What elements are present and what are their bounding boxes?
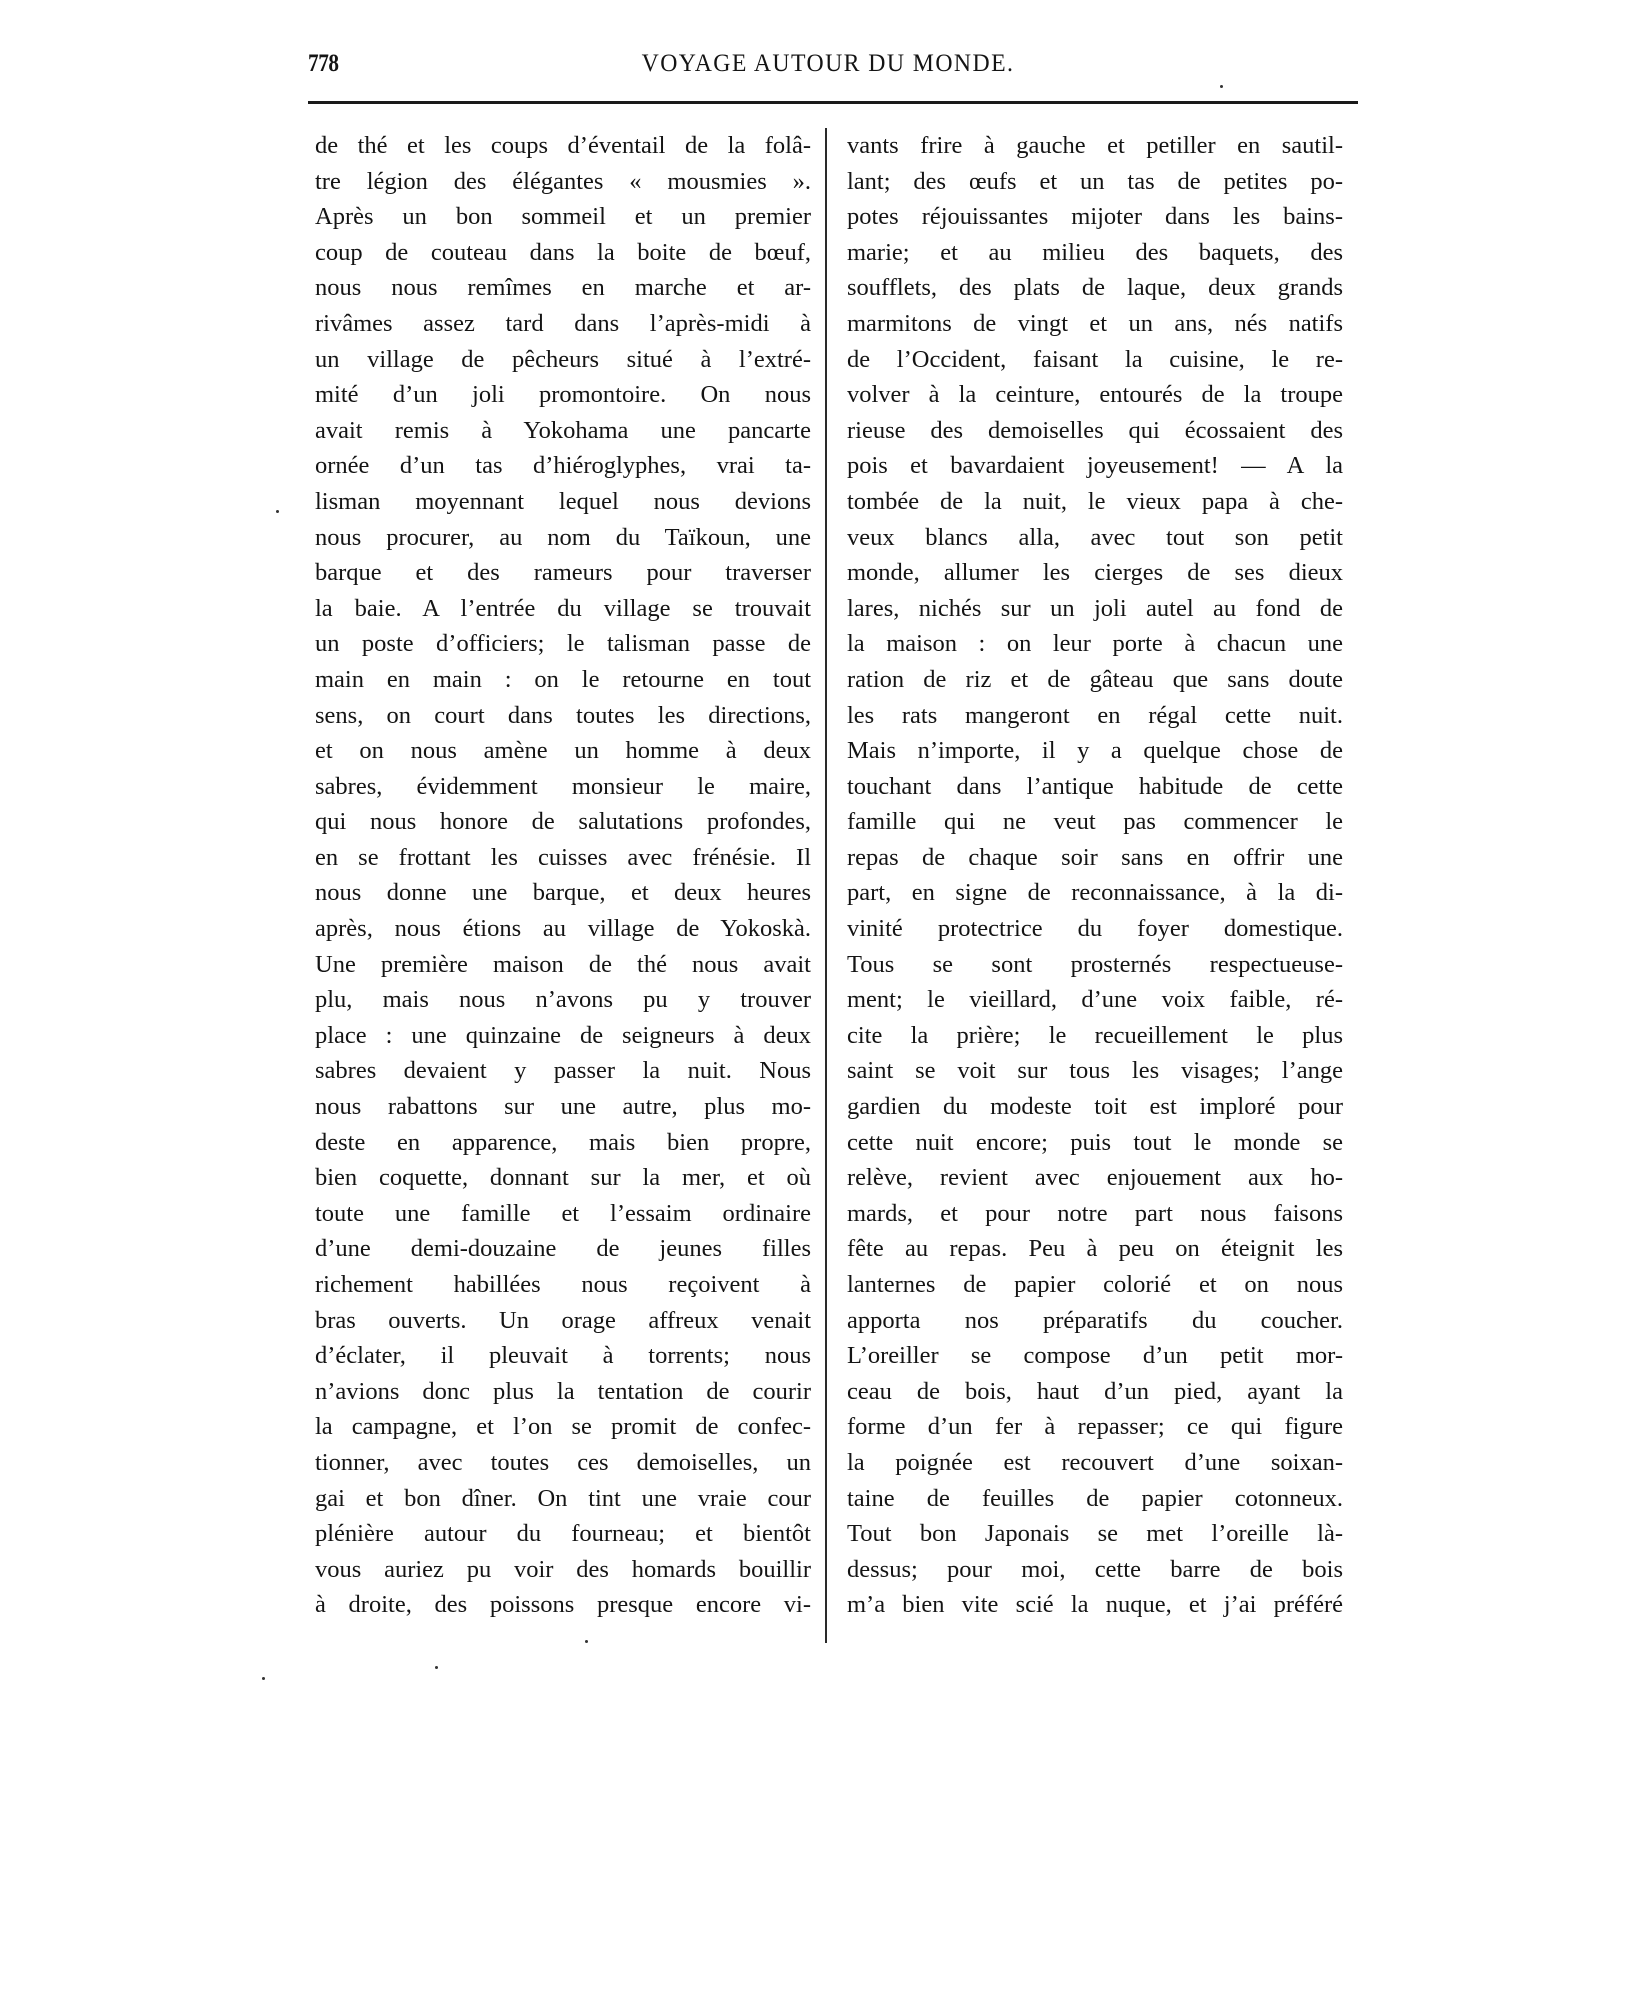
- text-line: ceau de bois, haut d’un pied, ayant la: [847, 1377, 1343, 1405]
- text-line: tre légion des élégantes « mousmies ».: [315, 167, 811, 195]
- text-line: lanternes de papier colorié et on nous: [847, 1271, 1343, 1298]
- text-line: la maison : on leur porte à chacun une: [847, 630, 1343, 658]
- text-line: part, en signe de reconnaissance, à la di-: [847, 879, 1343, 907]
- text-line: vants frire à gauche et petiller en sautil-: [847, 132, 1343, 159]
- text-line: la baie. A l’entrée du village se trouvait: [315, 594, 811, 622]
- text-line: ration de riz et de gâteau que sans doute: [847, 665, 1343, 693]
- text-line: à droite, des poissons presque encore vi-: [315, 1591, 811, 1619]
- print-speck: [262, 1677, 265, 1680]
- text-line: veux blancs alla, avec tout son petit: [847, 523, 1343, 551]
- text-line: de l’Occident, faisant la cuisine, le re-: [847, 345, 1343, 373]
- running-title: VOYAGE AUTOUR DU MONDE.: [641, 50, 1015, 77]
- text-line: toute une famille et l’essaim ordinaire: [315, 1199, 811, 1227]
- print-speck: [585, 1640, 588, 1643]
- text-line: L’oreiller se compose d’un petit mor-: [847, 1342, 1343, 1370]
- text-line: les rats mangeront en régal cette nuit.: [847, 701, 1343, 729]
- text-line: cette nuit encore; puis tout le monde se: [847, 1128, 1343, 1156]
- text-line: ment; le vieillard, d’une voix faible, ré-: [847, 986, 1343, 1014]
- text-line: Tout bon Japonais se met l’oreille là-: [847, 1520, 1343, 1548]
- text-line: d’éclater, il pleuvait à torrents; nous: [315, 1342, 811, 1370]
- text-line: sabres, évidemment monsieur le maire,: [315, 772, 811, 800]
- text-line: saint se voit sur tous les visages; l’ange: [847, 1057, 1343, 1085]
- text-line: m’a bien vite scié la nuque, et j’ai préféré: [847, 1591, 1343, 1619]
- text-line: sens, on court dans toutes les directions,: [315, 701, 811, 729]
- text-line: lisman moyennant lequel nous devions: [315, 487, 811, 515]
- text-line: tombée de la nuit, le vieux papa à che-: [847, 487, 1343, 515]
- text-line: d’une demi-douzaine de jeunes filles: [315, 1235, 811, 1263]
- text-line: un village de pêcheurs situé à l’extré-: [315, 345, 811, 373]
- right-text-column: [847, 128, 1343, 1623]
- text-line: rivâmes assez tard dans l’après-midi à: [315, 309, 811, 337]
- text-line: soufflets, des plats de laque, deux grands: [847, 274, 1343, 302]
- text-line: touchant dans l’antique habitude de cette: [847, 772, 1343, 800]
- text-line: place : une quinzaine de seigneurs à deux: [315, 1021, 811, 1049]
- text-line: vous auriez pu voir des homards bouillir: [315, 1555, 811, 1583]
- text-line: et on nous amène un homme à deux: [315, 737, 811, 765]
- text-line: marie; et au milieu des baquets, des: [847, 238, 1343, 266]
- text-line: famille qui ne veut pas commencer le: [847, 808, 1343, 836]
- text-line: gai et bon dîner. On tint une vraie cour: [315, 1484, 811, 1512]
- text-line: deste en apparence, mais bien propre,: [315, 1128, 811, 1156]
- text-line: après, nous étions au village de Yokoskà.: [315, 915, 811, 943]
- text-line: bien coquette, donnant sur la mer, et où: [315, 1164, 811, 1192]
- text-line: pois et bavardaient joyeusement! — A la: [847, 452, 1343, 480]
- text-line: la poignée est recouvert d’une soixan-: [847, 1448, 1343, 1476]
- text-line: lant; des œufs et un tas de petites po-: [847, 167, 1343, 195]
- text-line: n’avions donc plus la tentation de courir: [315, 1377, 811, 1405]
- text-line: mité d’un joli promontoire. On nous: [315, 381, 811, 409]
- print-speck: [435, 1666, 438, 1669]
- text-line: lares, nichés sur un joli autel au fond de: [847, 594, 1343, 622]
- running-head: [308, 50, 1358, 90]
- print-speck: [276, 510, 279, 513]
- text-line: en se frottant les cuisses avec frénésie. Il: [315, 843, 811, 871]
- text-line: fête au repas. Peu à peu on éteignit les: [847, 1235, 1343, 1263]
- text-line: volver à la ceinture, entourés de la troupe: [847, 381, 1343, 409]
- text-line: nous donne une barque, et deux heures: [315, 879, 811, 907]
- text-line: tionner, avec toutes ces demoiselles, un: [315, 1448, 811, 1476]
- text-line: taine de feuilles de papier cotonneux.: [847, 1484, 1343, 1512]
- text-line: rieuse des demoiselles qui écossaient des: [847, 416, 1343, 444]
- text-line: avait remis à Yokohama une pancarte: [315, 416, 811, 444]
- text-line: potes réjouissantes mijoter dans les bains-: [847, 203, 1343, 231]
- text-line: nous rabattons sur une autre, plus mo-: [315, 1093, 811, 1121]
- text-line: un poste d’officiers; le talisman passe de: [315, 630, 811, 658]
- text-line: Après un bon sommeil et un premier: [315, 203, 811, 231]
- text-line: forme d’un fer à repasser; ce qui figure: [847, 1413, 1343, 1441]
- text-line: gardien du modeste toit est imploré pour: [847, 1093, 1343, 1121]
- text-line: coup de couteau dans la boite de bœuf,: [315, 238, 811, 266]
- text-line: bras ouverts. Un orage affreux venait: [315, 1306, 811, 1334]
- text-line: ornée d’un tas d’hiéroglyphes, vrai ta-: [315, 452, 811, 480]
- left-text-column: [315, 128, 811, 1623]
- text-line: vinité protectrice du foyer domestique.: [847, 915, 1343, 943]
- text-line: nous nous remîmes en marche et ar-: [315, 274, 811, 302]
- text-line: barque et des rameurs pour traverser: [315, 559, 811, 587]
- print-speck: [1220, 85, 1223, 88]
- text-line: de thé et les coups d’éventail de la folâ-: [315, 132, 811, 159]
- text-line: marmitons de vingt et un ans, nés natifs: [847, 309, 1343, 337]
- text-line: main en main : on le retourne en tout: [315, 665, 811, 693]
- text-line: plénière autour du fourneau; et bientôt: [315, 1520, 811, 1548]
- text-line: repas de chaque soir sans en offrir une: [847, 843, 1343, 871]
- text-line: Tous se sont prosternés respectueuse-: [847, 950, 1343, 978]
- text-line: plu, mais nous n’avons pu y trouver: [315, 986, 811, 1014]
- text-line: apporta nos préparatifs du coucher.: [847, 1306, 1343, 1334]
- text-line: relève, revient avec enjouement aux ho-: [847, 1164, 1343, 1192]
- text-line: qui nous honore de salutations profondes,: [315, 808, 811, 836]
- text-line: mards, et pour notre part nous faisons: [847, 1199, 1343, 1227]
- text-line: nous procurer, au nom du Taïkoun, une: [315, 523, 811, 551]
- text-line: sabres devaient y passer la nuit. Nous: [315, 1057, 811, 1085]
- text-line: cite la prière; le recueillement le plus: [847, 1021, 1343, 1049]
- text-line: dessus; pour moi, cette barre de bois: [847, 1555, 1343, 1583]
- header-rule: [308, 101, 1358, 104]
- text-line: Une première maison de thé nous avait: [315, 950, 811, 978]
- text-line: la campagne, et l’on se promit de confec-: [315, 1413, 811, 1441]
- text-line: monde, allumer les cierges de ses dieux: [847, 559, 1343, 587]
- text-line: Mais n’importe, il y a quelque chose de: [847, 737, 1343, 765]
- column-divider: [825, 128, 827, 1643]
- page-number: 778: [308, 50, 339, 77]
- text-line: richement habillées nous reçoivent à: [315, 1271, 811, 1298]
